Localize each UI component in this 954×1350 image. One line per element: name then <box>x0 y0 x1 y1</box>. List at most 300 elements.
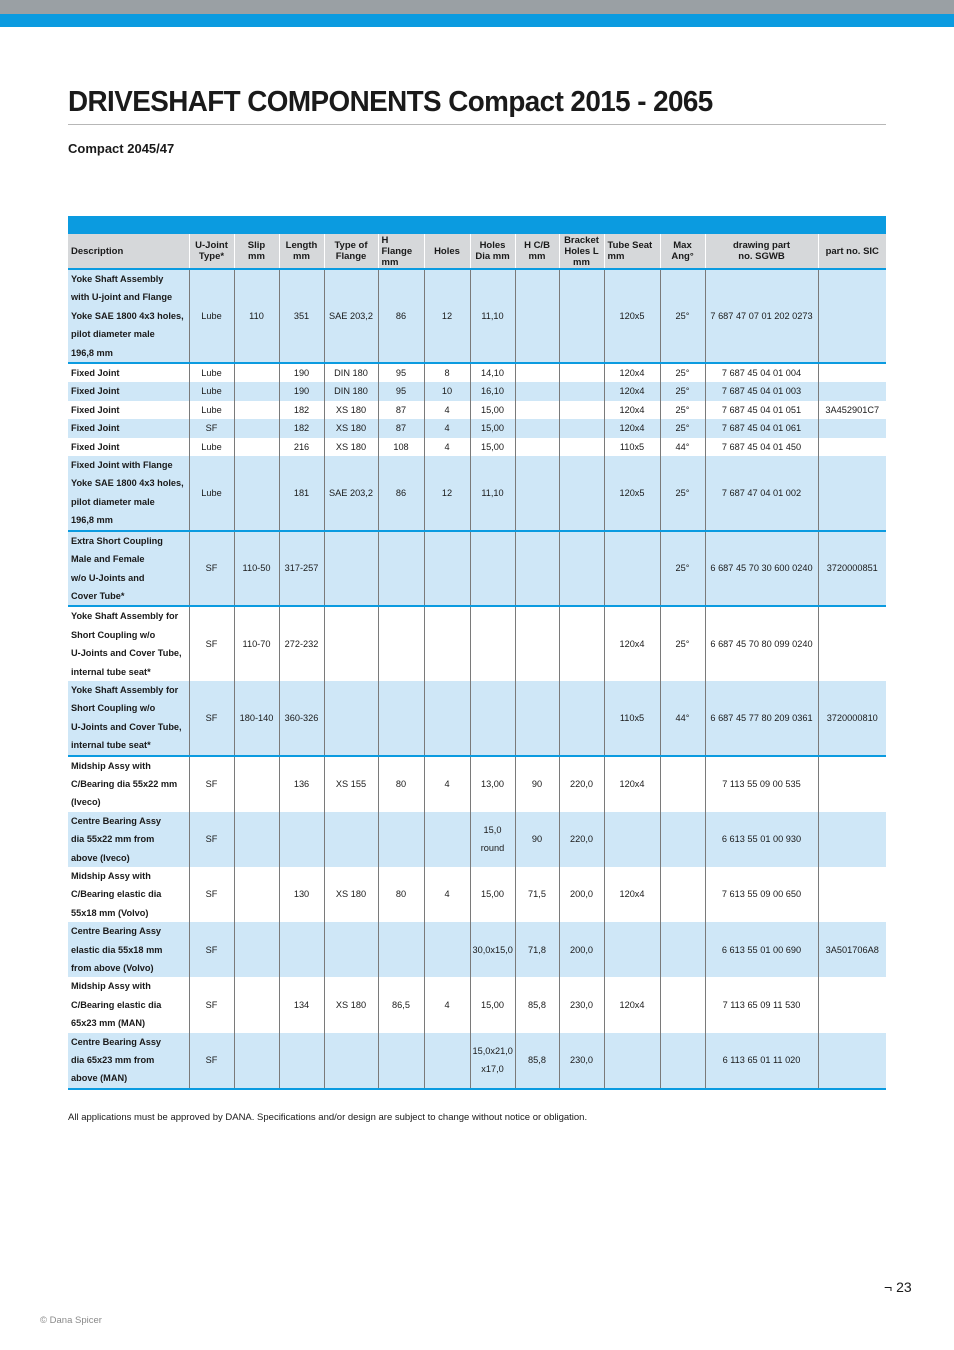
description-line: Fixed Joint with Flange <box>71 460 173 471</box>
description-cell <box>68 756 189 812</box>
cell-drawing-part-sgwb: 7 687 47 04 01 002 <box>705 456 818 531</box>
cell-max-angle <box>660 922 705 977</box>
description-line: Midship Assy with <box>71 760 151 771</box>
cell-part-no-sic <box>818 756 886 812</box>
cell-h-flange: 95 <box>378 363 424 382</box>
cell-h-cb <box>515 531 559 607</box>
column-header-line: mm <box>293 251 310 262</box>
table-row <box>68 438 886 456</box>
cell-bracket-holes: 220,0 <box>559 812 604 867</box>
table-body <box>68 269 886 1089</box>
cell-bracket-holes <box>559 382 604 400</box>
cell-tube-seat <box>604 922 660 977</box>
table-row <box>68 456 886 531</box>
cell-part-no-sic <box>818 867 886 922</box>
cell-slip <box>234 438 279 456</box>
column-header-description <box>68 234 189 269</box>
cell-holes-dia: 16,10 <box>470 382 515 400</box>
cell-holes: 12 <box>424 269 470 363</box>
cell-h-flange <box>378 681 424 756</box>
column-header-line: Length <box>285 240 318 251</box>
cell-length: 181 <box>279 456 324 531</box>
cell-drawing-part-sgwb: 7 687 45 04 01 003 <box>705 382 818 400</box>
description-line: 65x23 mm (MAN) <box>71 1018 146 1029</box>
cell-holes: 4 <box>424 756 470 812</box>
cell-h-cb <box>515 606 559 681</box>
cell-holes-dia: 11,10 <box>470 269 515 363</box>
cell-u-joint-type: SF <box>189 812 234 867</box>
cell-h-cb: 85,8 <box>515 1033 559 1089</box>
cell-flange-type: XS 180 <box>324 977 378 1032</box>
page-title: DRIVESHAFT COMPONENTS Compact 2015 - 2065 <box>68 86 713 118</box>
description-cell <box>68 382 189 400</box>
description-line: above (Iveco) <box>71 852 130 863</box>
cell-max-angle <box>660 867 705 922</box>
cell-u-joint-type: Lube <box>189 401 234 419</box>
cell-u-joint-type: Lube <box>189 456 234 531</box>
cell-holes-dia: 30,0x15,0 <box>470 922 515 977</box>
description-line: C/Bearing elastic dia <box>71 889 162 900</box>
cell-drawing-part-sgwb: 7 687 45 04 01 061 <box>705 419 818 437</box>
table-row <box>68 419 886 437</box>
cell-holes-dia <box>470 606 515 681</box>
cell-part-no-sic <box>818 456 886 531</box>
components-table <box>68 234 886 1090</box>
cell-holes: 4 <box>424 867 470 922</box>
cell-h-cb <box>515 363 559 382</box>
cell-flange-type: DIN 180 <box>324 382 378 400</box>
cell-u-joint-type: SF <box>189 977 234 1032</box>
cell-h-flange: 86 <box>378 269 424 363</box>
description-line: Extra Short Coupling <box>71 535 163 546</box>
cell-u-joint-type: SF <box>189 681 234 756</box>
cell-max-angle <box>660 1033 705 1089</box>
column-header-max-angle <box>660 234 705 269</box>
description-line: C/Bearing dia 55x22 mm <box>71 778 178 789</box>
description-line: Fixed Joint <box>71 404 120 415</box>
description-cell <box>68 531 189 607</box>
cell-drawing-part-sgwb: 7 113 55 09 00 535 <box>705 756 818 812</box>
cell-max-angle: 44° <box>660 438 705 456</box>
cell-part-no-sic <box>818 1033 886 1089</box>
description-line: Fixed Joint <box>71 441 120 452</box>
cell-u-joint-type: Lube <box>189 382 234 400</box>
cell-h-flange <box>378 531 424 607</box>
description-line: Fixed Joint <box>71 368 120 379</box>
cell-bracket-holes <box>559 531 604 607</box>
cell-flange-type: XS 155 <box>324 756 378 812</box>
column-header-line: Flange <box>335 251 367 262</box>
table-row <box>68 681 886 756</box>
cell-h-cb: 71,5 <box>515 867 559 922</box>
cell-h-cb: 85,8 <box>515 977 559 1032</box>
column-header-line: H Flange <box>381 234 413 257</box>
cell-holes <box>424 922 470 977</box>
table-row <box>68 756 886 812</box>
description-cell <box>68 269 189 363</box>
cell-slip <box>234 867 279 922</box>
cell-bracket-holes: 230,0 <box>559 1033 604 1089</box>
description-line: internal tube seat* <box>71 740 151 751</box>
table-row <box>68 812 886 867</box>
cell-tube-seat: 120x4 <box>604 867 660 922</box>
table-row <box>68 977 886 1032</box>
cell-bracket-holes <box>559 401 604 419</box>
column-header-u-joint-type <box>189 234 234 269</box>
description-line: Centre Bearing Assy <box>71 815 162 826</box>
cell-bracket-holes <box>559 456 604 531</box>
description-line: U-Joints and Cover Tube, <box>71 721 182 732</box>
cell-h-cb <box>515 269 559 363</box>
cell-holes: 4 <box>424 438 470 456</box>
description-line: above (MAN) <box>71 1073 128 1084</box>
cell-drawing-part-sgwb: 7 687 45 04 01 051 <box>705 401 818 419</box>
cell-slip <box>234 922 279 977</box>
cell-tube-seat: 120x4 <box>604 419 660 437</box>
description-line: C/Bearing elastic dia <box>71 999 162 1010</box>
column-header-holes <box>424 234 470 269</box>
cell-bracket-holes: 220,0 <box>559 756 604 812</box>
cell-slip <box>234 456 279 531</box>
table-row <box>68 531 886 607</box>
cell-h-flange: 87 <box>378 401 424 419</box>
cell-bracket-holes <box>559 606 604 681</box>
column-header-h-flange <box>378 234 424 269</box>
cell-slip <box>234 401 279 419</box>
cell-tube-seat <box>604 812 660 867</box>
cell-length: 134 <box>279 977 324 1032</box>
cell-u-joint-type: Lube <box>189 269 234 363</box>
cell-flange-type: DIN 180 <box>324 363 378 382</box>
description-line: Midship Assy with <box>71 981 151 992</box>
title-divider <box>68 124 886 125</box>
cell-part-no-sic <box>818 419 886 437</box>
cell-max-angle: 25° <box>660 382 705 400</box>
cell-h-flange <box>378 922 424 977</box>
cell-u-joint-type: Lube <box>189 438 234 456</box>
cell-h-cb: 71,8 <box>515 922 559 977</box>
cell-slip: 110-50 <box>234 531 279 607</box>
cell-h-flange <box>378 1033 424 1089</box>
cell-drawing-part-sgwb: 6 687 45 70 80 099 0240 <box>705 606 818 681</box>
cell-flange-type <box>324 681 378 756</box>
column-header-line: Type* <box>198 251 225 262</box>
description-line: Centre Bearing Assy <box>71 926 162 937</box>
column-header-line: Slip <box>247 240 266 251</box>
table-row <box>68 606 886 681</box>
column-header-tube-seat <box>604 234 660 269</box>
cell-h-flange: 86,5 <box>378 977 424 1032</box>
description-cell <box>68 456 189 531</box>
cell-part-no-sic <box>818 977 886 1032</box>
description-line: Yoke SAE 1800 4x3 holes, <box>71 310 184 321</box>
copyright-text: © Dana Spicer <box>40 1315 102 1326</box>
cell-h-cb <box>515 382 559 400</box>
cell-tube-seat <box>604 1033 660 1089</box>
cell-u-joint-type: SF <box>189 1033 234 1089</box>
description-line: Midship Assy with <box>71 871 151 881</box>
description-cell <box>68 1033 189 1089</box>
cell-u-joint-type: SF <box>189 606 234 681</box>
cell-length <box>279 922 324 977</box>
description-line: elastic dia 55x18 mm <box>71 944 163 955</box>
cell-slip: 110-70 <box>234 606 279 681</box>
column-header-length <box>279 234 324 269</box>
cell-holes-dia: 15,00 <box>470 419 515 437</box>
cell-tube-seat: 120x4 <box>604 977 660 1032</box>
cell-length: 182 <box>279 419 324 437</box>
cell-holes-dia: 14,10 <box>470 363 515 382</box>
cell-part-no-sic <box>818 363 886 382</box>
column-header-slip <box>234 234 279 269</box>
cell-part-no-sic: 3A501706A8 <box>818 922 886 977</box>
column-header-line: mm <box>381 256 399 268</box>
cell-drawing-part-sgwb: 7 687 47 07 01 202 0273 <box>705 269 818 363</box>
cell-holes-dia: 15,00 <box>470 977 515 1032</box>
cell-max-angle: 25° <box>660 419 705 437</box>
cell-max-angle: 25° <box>660 531 705 607</box>
cell-part-no-sic <box>818 382 886 400</box>
description-line: dia 65x23 mm from <box>71 1055 155 1066</box>
cell-h-cb <box>515 401 559 419</box>
page-number: ¬ 23 <box>884 1279 912 1295</box>
cell-slip <box>234 756 279 812</box>
cell-drawing-part-sgwb: 7 687 45 04 01 450 <box>705 438 818 456</box>
cell-holes-dia <box>470 681 515 756</box>
cell-bracket-holes <box>559 419 604 437</box>
cell-slip <box>234 812 279 867</box>
cell-flange-type <box>324 812 378 867</box>
cell-tube-seat <box>604 531 660 607</box>
column-header-line: Holes L <box>564 245 599 257</box>
cell-holes: 4 <box>424 419 470 437</box>
description-line: internal tube seat* <box>71 666 151 677</box>
description-line: with U-joint and Flange <box>71 292 173 303</box>
cell-u-joint-type: Lube <box>189 363 234 382</box>
cell-holes <box>424 531 470 607</box>
column-header-drawing-part-sgwb <box>705 234 818 269</box>
description-cell <box>68 867 189 922</box>
description-line: 55x18 mm (Volvo) <box>71 907 149 918</box>
column-header-line: Ang° <box>671 251 694 262</box>
description-line: Yoke Shaft Assembly for <box>71 611 179 622</box>
description-line: pilot diameter male <box>71 496 155 507</box>
cell-u-joint-type: SF <box>189 756 234 812</box>
cell-holes <box>424 812 470 867</box>
cell-max-angle <box>660 977 705 1032</box>
cell-part-no-sic: 3720000810 <box>818 681 886 756</box>
column-header-line: drawing part <box>732 240 790 251</box>
cell-max-angle <box>660 756 705 812</box>
cell-length: 351 <box>279 269 324 363</box>
cell-drawing-part-sgwb: 6 613 55 01 00 930 <box>705 812 818 867</box>
cell-h-flange: 80 <box>378 867 424 922</box>
cell-h-cb <box>515 419 559 437</box>
description-line: Short Coupling w/o <box>71 703 156 714</box>
cell-length: 190 <box>279 363 324 382</box>
column-header-line: Dia mm <box>475 251 510 262</box>
column-header-flange-type <box>324 234 378 269</box>
cell-length: 216 <box>279 438 324 456</box>
column-header-line: Tube Seat <box>607 240 653 251</box>
cell-h-cb: 90 <box>515 756 559 812</box>
cell-u-joint-type: SF <box>189 867 234 922</box>
cell-part-no-sic: 3720000851 <box>818 531 886 607</box>
cell-holes: 4 <box>424 401 470 419</box>
cell-tube-seat: 120x4 <box>604 756 660 812</box>
cell-max-angle: 25° <box>660 401 705 419</box>
column-header-part-no-sic <box>818 234 886 269</box>
cell-holes-dia: 15,00 <box>470 401 515 419</box>
cell-tube-seat: 120x5 <box>604 269 660 363</box>
top-grey-band <box>0 0 954 14</box>
top-blue-band <box>0 14 954 27</box>
table-row <box>68 867 886 922</box>
cell-flange-type: XS 180 <box>324 438 378 456</box>
cell-slip <box>234 363 279 382</box>
cell-flange-type <box>324 922 378 977</box>
column-header-line: Holes <box>479 240 506 251</box>
description-line: Yoke Shaft Assembly <box>71 274 164 284</box>
description-cell <box>68 922 189 977</box>
section-subtitle: Compact 2045/47 <box>68 141 175 156</box>
description-cell <box>68 419 189 437</box>
table-row <box>68 401 886 419</box>
table-header-bar <box>68 216 886 234</box>
cell-h-flange <box>378 812 424 867</box>
description-line: Short Coupling w/o <box>71 629 156 640</box>
cell-holes-dia: 15,0x21,0 x17,0 <box>470 1033 515 1089</box>
cell-flange-type: XS 180 <box>324 401 378 419</box>
description-line: Male and Female <box>71 554 145 565</box>
column-header-line: part no. SIC <box>825 245 879 257</box>
cell-tube-seat: 120x4 <box>604 382 660 400</box>
description-cell <box>68 401 189 419</box>
cell-holes: 4 <box>424 977 470 1032</box>
cell-holes <box>424 681 470 756</box>
column-header-bracket-holes <box>559 234 604 269</box>
cell-bracket-holes <box>559 438 604 456</box>
cell-part-no-sic <box>818 269 886 363</box>
description-line: Fixed Joint <box>71 423 120 434</box>
cell-flange-type <box>324 531 378 607</box>
cell-flange-type: XS 180 <box>324 867 378 922</box>
cell-flange-type: XS 180 <box>324 419 378 437</box>
cell-tube-seat: 120x4 <box>604 401 660 419</box>
column-header-line: mm <box>248 251 265 262</box>
table-row <box>68 363 886 382</box>
description-cell <box>68 438 189 456</box>
cell-bracket-holes <box>559 269 604 363</box>
cell-length <box>279 812 324 867</box>
description-line: dia 55x22 mm from <box>71 834 155 845</box>
description-line: Fixed Joint <box>71 386 120 397</box>
description-line: 196,8 mm <box>71 515 113 526</box>
cell-max-angle: 25° <box>660 606 705 681</box>
cell-holes-dia: 13,00 <box>470 756 515 812</box>
column-header-line: mm <box>607 251 625 262</box>
cell-slip: 180-140 <box>234 681 279 756</box>
cell-length <box>279 1033 324 1089</box>
cell-holes-dia: 11,10 <box>470 456 515 531</box>
cell-drawing-part-sgwb: 7 113 65 09 11 530 <box>705 977 818 1032</box>
cell-holes: 10 <box>424 382 470 400</box>
cell-holes <box>424 1033 470 1089</box>
cell-holes <box>424 606 470 681</box>
description-cell <box>68 977 189 1032</box>
cell-bracket-holes: 200,0 <box>559 922 604 977</box>
description-line: Centre Bearing Assy <box>71 1036 162 1047</box>
cell-part-no-sic <box>818 606 886 681</box>
description-cell <box>68 681 189 756</box>
column-header-line: U-Joint <box>195 240 228 251</box>
cell-tube-seat: 110x5 <box>604 681 660 756</box>
cell-length: 190 <box>279 382 324 400</box>
cell-max-angle: 25° <box>660 363 705 382</box>
cell-tube-seat: 120x5 <box>604 456 660 531</box>
disclaimer-note: All applications must be approved by DANA. Specifications and/or design are subject to change without notice or obligation. <box>68 1112 588 1123</box>
cell-h-flange: 95 <box>378 382 424 400</box>
description-line: pilot diameter male <box>71 329 155 340</box>
cell-bracket-holes <box>559 363 604 382</box>
cell-part-no-sic <box>818 438 886 456</box>
description-cell <box>68 812 189 867</box>
cell-tube-seat: 120x4 <box>604 606 660 681</box>
cell-drawing-part-sgwb: 6 113 65 01 11 020 <box>705 1033 818 1089</box>
description-line: Yoke SAE 1800 4x3 holes, <box>71 478 184 489</box>
cell-holes-dia <box>470 531 515 607</box>
column-header-line: mm <box>528 251 546 262</box>
column-header-h-cb <box>515 234 559 269</box>
column-header-line: no. SGWB <box>738 251 785 262</box>
description-cell <box>68 363 189 382</box>
cell-bracket-holes <box>559 681 604 756</box>
description-line: from above (Volvo) <box>71 963 154 974</box>
cell-part-no-sic: 3A452901C7 <box>818 401 886 419</box>
cell-holes-dia: 15,00 <box>470 438 515 456</box>
cell-length: 317-257 <box>279 531 324 607</box>
description-line: Cover Tube* <box>71 590 125 601</box>
table-row <box>68 382 886 400</box>
cell-flange-type <box>324 606 378 681</box>
cell-slip <box>234 419 279 437</box>
cell-max-angle <box>660 812 705 867</box>
table-row <box>68 269 886 363</box>
cell-slip <box>234 1033 279 1089</box>
column-header-line: Type of <box>334 240 368 251</box>
cell-max-angle: 44° <box>660 681 705 756</box>
cell-h-flange <box>378 606 424 681</box>
cell-holes: 8 <box>424 363 470 382</box>
cell-u-joint-type: SF <box>189 531 234 607</box>
cell-bracket-holes: 200,0 <box>559 867 604 922</box>
cell-h-flange: 80 <box>378 756 424 812</box>
cell-h-cb <box>515 681 559 756</box>
cell-h-flange: 86 <box>378 456 424 531</box>
cell-length: 360-326 <box>279 681 324 756</box>
cell-part-no-sic <box>818 812 886 867</box>
table-header-row <box>68 234 886 269</box>
cell-flange-type: SAE 203,2 <box>324 456 378 531</box>
description-line: w/o U-Joints and <box>71 572 145 583</box>
cell-drawing-part-sgwb: 6 613 55 01 00 690 <box>705 922 818 977</box>
column-header-line: Description <box>71 245 124 257</box>
cell-flange-type: SAE 203,2 <box>324 269 378 363</box>
cell-h-cb <box>515 438 559 456</box>
cell-slip: 110 <box>234 269 279 363</box>
cell-h-flange: 87 <box>378 419 424 437</box>
cell-drawing-part-sgwb: 7 687 45 04 01 004 <box>705 363 818 382</box>
